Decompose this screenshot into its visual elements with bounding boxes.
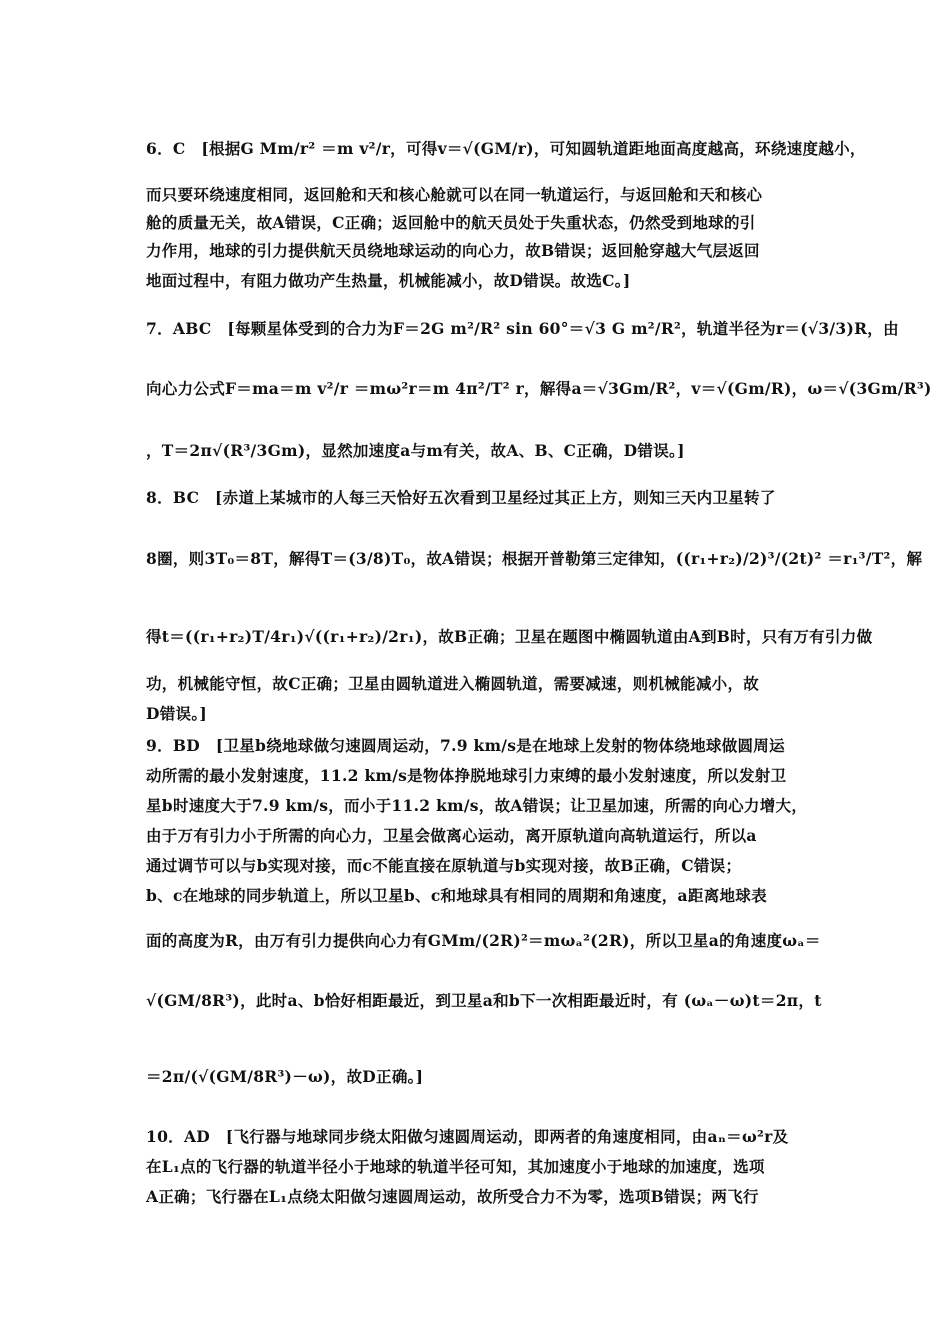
answer-7-line-3: ，T＝2π√(R³/3Gm)，显然加速度a与m有关，故A、B、C正确，D错误。] [146, 441, 685, 460]
answer-7-line-2: 向心力公式F＝ma＝m v²/r ＝mω²r＝m 4π²/T² r，解得a＝√3Gm/R²，v＝√(Gm/R)，ω＝√(3Gm/R³) [146, 379, 932, 398]
answer-9-line-1: 9．BD [卫星b绕地球做匀速圆周运动，7.9 km/s是在地球上发射的物体绕地球做圆周运 [146, 736, 785, 755]
answer-6-line-2: 而只要环绕速度相同，返回舱和天和核心舱就可以在同一轨道运行，与返回舱和天和核心 [146, 185, 763, 204]
answer-10-line-1: 10．AD [飞行器与地球同步绕太阳做匀速圆周运动，即两者的角速度相同，由aₙ＝ω²r及 [146, 1127, 789, 1146]
answer-6-line-3: 舱的质量无关，故A错误，C正确；返回舱中的航天员处于失重状态，仍然受到地球的引 [146, 213, 756, 232]
answer-8-line-4: 功，机械能守恒，故C正确；卫星由圆轨道进入椭圆轨道，需要减速，则机械能减小，故 [146, 674, 760, 693]
answer-6-line-5: 地面过程中，有阻力做功产生热量，机械能减小，故D错误。故选C。] [146, 271, 631, 290]
answer-7-line-1: 7．ABC [每颗星体受到的合力为F＝2G m²/R² sin 60°＝√3 G m²/R²，轨道半径为r＝(√3/3)R，由 [146, 319, 899, 338]
answer-9-line-9: ＝2π/(√(GM/8R³)－ω)，故D正确。] [146, 1067, 424, 1086]
answer-6-line-1: 6．C [根据G Mm/r² ＝m v²/r，可得v＝√(GM/r)，可知圆轨道距地面高度越高，环绕速度越小， [146, 139, 866, 158]
answer-6-line-4: 力作用，地球的引力提供航天员绕地球运动的向心力，故B错误；返回舱穿越大气层返回 [146, 241, 760, 260]
answer-10-line-2: 在L₁点的飞行器的轨道半径小于地球的轨道半径可知，其加速度小于地球的加速度，选项 [146, 1157, 765, 1176]
answer-10-line-3: A正确；飞行器在L₁点绕太阳做匀速圆周运动，故所受合力不为零，选项B错误；两飞行 [146, 1187, 759, 1206]
answer-8-line-3: 得t＝((r₁+r₂)T/4r₁)√((r₁+r₂)/2r₁)，故B正确；卫星在题图中椭圆轨道由A到B时，只有万有引力做 [146, 627, 873, 646]
answer-8-line-2: 8圈，则3T₀＝8T，解得T＝(3/8)T₀，故A错误；根据开普勒第三定律知，((r₁+r₂)/2)³/(2t)² ＝r₁³/T²，解 [146, 549, 923, 568]
answer-9-line-4: 由于万有引力小于所需的向心力，卫星会做离心运动，离开原轨道向高轨道运行，所以a [146, 826, 757, 845]
answer-8-line-5: D错误。] [146, 704, 208, 723]
answer-9-line-5: 通过调节可以与b实现对接，而c不能直接在原轨道与b实现对接，故B正确，C错误； [146, 856, 742, 875]
answer-9-line-8: √(GM/8R³)，此时a、b恰好相距最近，到卫星a和b下一次相距最近时，有 (ωₐ－ω)t＝2π，t [146, 991, 822, 1010]
answer-9-line-6: b、c在地球的同步轨道上，所以卫星b、c和地球具有相同的周期和角速度，a距离地球表 [146, 886, 767, 905]
answer-9-line-2: 动所需的最小发射速度，11.2 km/s是物体挣脱地球引力束缚的最小发射速度，所以发射卫 [146, 766, 787, 785]
answer-8-line-1: 8．BC [赤道上某城市的人每三天恰好五次看到卫星经过其正上方，则知三天内卫星转了 [146, 488, 776, 507]
answer-9-line-3: 星b时速度大于7.9 km/s，而小于11.2 km/s，故A错误；让卫星加速，所需的向心力增大， [146, 796, 808, 815]
answer-9-line-7: 面的高度为R，由万有引力提供向心力有GMm/(2R)²＝mωₐ²(2R)，所以卫星a的角速度ωₐ＝ [146, 931, 821, 950]
